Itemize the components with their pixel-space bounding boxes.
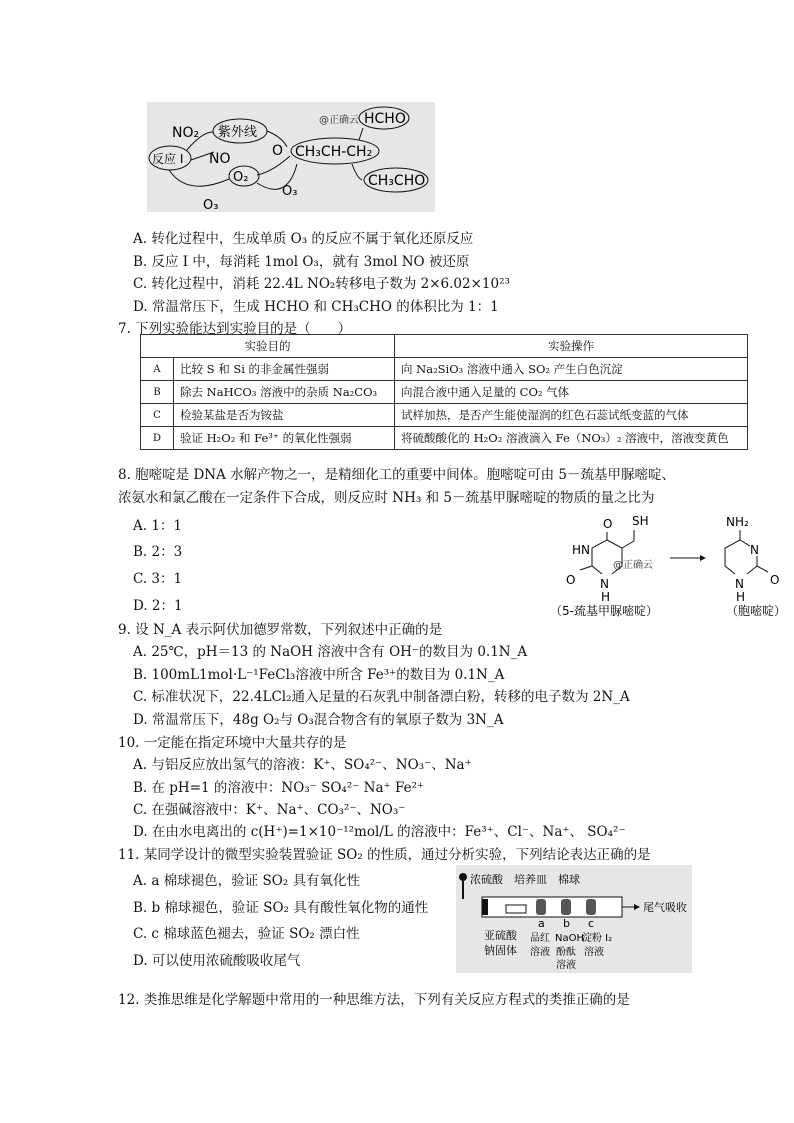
- cotton-ball-a: [536, 899, 546, 915]
- b-reagent-2: 酚酞: [556, 947, 576, 958]
- q6-option-d: D. 常温常压下，生成 HCHO 和 CH₃CHO 的体积比为 1：1: [133, 299, 499, 315]
- propene-label: CH₃CH-CH₂: [295, 144, 373, 160]
- q11-stem: 11. 某同学设计的微型实验装置验证 SO₂ 的性质，通过分析实验，下列结论表达正确的是: [118, 847, 651, 863]
- table-row: [141, 358, 748, 381]
- header-purpose: 实验目的: [141, 335, 395, 358]
- b-reagent-1: NaOH: [555, 933, 584, 944]
- sh-group: SH: [632, 514, 649, 528]
- left-o-top: O: [603, 517, 613, 531]
- tail-arrow-head: [634, 904, 640, 910]
- q8-option-d: D. 2：1: [133, 598, 183, 614]
- q11-option-c: C. c 棉球蓝色褪去，验证 SO₂ 漂白性: [133, 926, 360, 942]
- q7-stem: 7. 下列实验能达到实验目的是（ ）: [118, 321, 352, 337]
- ch3cho-label: CH₃CHO: [368, 173, 426, 189]
- q11-option-d: D. 可以使用浓硫酸吸收尾气: [133, 953, 301, 969]
- q8-stem-line2: 浓氨水和氯乙酸在一定条件下合成，则反应时 NH₃ 和 5－巯基甲脲嘧啶的物质的量之比为: [118, 490, 655, 506]
- left-n-bottom: N: [600, 577, 609, 591]
- solid-label-2: 钠固体: [484, 944, 517, 957]
- tail-label: 尾气吸收: [643, 901, 687, 914]
- q8-stem-line1: 8. 胞嘧啶是 DNA 水解产物之一，是精细化工的重要中间体。胞嘧啶可由 5－巯基甲脲嘧啶、: [118, 467, 676, 483]
- left-o-bottom: O: [566, 573, 576, 587]
- q8-option-b: B. 2：3: [133, 544, 183, 560]
- q10-option-b: B. 在 pH=1 的溶液中：NO₃⁻ SO₄²⁻ Na⁺ Fe²⁺: [133, 780, 425, 796]
- row-operation: 试样加热，是否产生能使湿润的红色石蕊试纸变蓝的气体: [395, 404, 748, 427]
- right-h-bottom: H: [736, 590, 746, 604]
- row-option: A: [141, 358, 174, 381]
- cotton-ball-c: [586, 899, 596, 915]
- dish-label: 培养皿: [514, 873, 547, 886]
- cotton-ball-b: [561, 899, 571, 915]
- right-n-bottom: N: [735, 577, 744, 591]
- so2-apparatus-figure: [456, 865, 692, 973]
- a-reagent-2: 溶液: [530, 947, 550, 958]
- header-operation: 实验操作: [395, 335, 748, 358]
- b-reagent-3: 溶液: [556, 960, 576, 971]
- pyrimidine-structures: [550, 508, 790, 620]
- label-left: （5-巯基甲脲嘧啶）: [550, 604, 658, 618]
- conc-acid-label: 浓硫酸: [470, 873, 503, 886]
- reaction1-label: 反应 I: [152, 152, 184, 166]
- c-reagent-1: 淀粉 I₂: [582, 933, 613, 944]
- o3-bottom-label: O₃: [203, 198, 219, 212]
- q10-stem: 10. 一定能在指定环境中大量共存的是: [118, 735, 347, 751]
- row-purpose: 比较 S 和 Si 的非金属性强弱: [174, 358, 395, 381]
- reaction-arrow-head: [700, 555, 706, 561]
- table-header-row: [141, 335, 748, 358]
- q10-option-d: D. 在由水电离出的 c(H⁺)=1×10⁻¹²mol/L 的溶液中：Fe³⁺、Cl⁻、Na⁺、 SO₄²⁻: [133, 824, 626, 840]
- right-o: O: [770, 573, 780, 587]
- tube-stopper: [482, 899, 488, 915]
- q11-option-a: A. a 棉球褪色，验证 SO₂ 具有氧化性: [133, 873, 360, 889]
- reaction-cycle-diagram: [147, 102, 435, 212]
- q10-option-a: A. 与铝反应放出氢气的溶液：K⁺、SO₄²⁻、NO₃⁻、Na⁺: [133, 757, 472, 773]
- q6-option-b: B. 反应 I 中，每消耗 1mol O₃，就有 3mol NO 被还原: [133, 254, 470, 270]
- right-ring-bonds: [725, 530, 768, 574]
- row-operation: 将硫酸酸化的 H₂O₂ 溶液滴入 Fe（NO₃）₂ 溶液中，溶液变黄色: [395, 427, 748, 450]
- pyrimidine-structures-diagram: [550, 508, 790, 620]
- row-purpose: 验证 H₂O₂ 和 Fe³⁺ 的氧化性强弱: [174, 427, 395, 450]
- q8-option-c: C. 3：1: [133, 571, 183, 587]
- q9-option-c: C. 标准状况下，22.4LCl₂通入足量的石灰乳中制备漂白粉，转移的电子数为 2N_A: [133, 689, 630, 705]
- watermark-fig2: @正确云: [613, 560, 653, 571]
- hn-group: HN: [572, 543, 590, 557]
- cotton-c-letter: c: [588, 917, 595, 930]
- uv-label: 紫外线: [218, 125, 258, 140]
- glass-tube: [482, 897, 622, 917]
- dropper-bulb: [459, 873, 467, 881]
- q9-option-b: B. 100mL1mol·L⁻¹FeCl₃溶液中所含 Fe³⁺的数目为 0.1N_A: [133, 667, 505, 683]
- table-row: [141, 427, 748, 450]
- no2-label: NO₂: [172, 125, 200, 141]
- q11-option-b: B. b 棉球褪色，验证 SO₂ 具有酸性氧化物的通性: [133, 900, 429, 916]
- arrow-r1-o2: [169, 170, 229, 186]
- q12-stem: 12. 类推思维是化学解题中常用的一种思维方法，下列有关反应方程式的类推正确的是: [118, 992, 630, 1008]
- q7-experiment-table: [140, 334, 748, 450]
- o-label: O: [272, 143, 284, 159]
- a-reagent-1: 品红: [530, 933, 550, 944]
- row-option: D: [141, 427, 174, 450]
- q9-option-d: D. 常温常压下，48g O₂与 O₃混合物含有的氧原子数为 3N_A: [133, 712, 504, 728]
- row-operation: 向混合液中通入足量的 CO₂ 气体: [395, 381, 748, 404]
- row-purpose: 检验某盐是否为铵盐: [174, 404, 395, 427]
- table-row: [141, 404, 748, 427]
- cotton-b-letter: b: [563, 917, 570, 930]
- arrow-propene-hcho: [359, 128, 363, 140]
- row-option: B: [141, 381, 174, 404]
- reaction-cycle-figure: [147, 102, 435, 212]
- left-h-bottom: H: [601, 590, 611, 604]
- solid-label-1: 亚硫酸: [484, 929, 517, 942]
- row-purpose: 除去 NaHCO₃ 溶液中的杂质 Na₂CO₃: [174, 381, 395, 404]
- q6-option-a: A. 转化过程中，生成单质 O₃ 的反应不属于氧化还原反应: [133, 231, 474, 247]
- table-row: [141, 381, 748, 404]
- q8-option-a: A. 1：1: [133, 518, 183, 534]
- arrow-propene-ch3cho: [352, 164, 362, 180]
- nh2-group: NH₂: [726, 515, 749, 529]
- c-reagent-2: 溶液: [584, 947, 604, 958]
- o2-label: O₂: [233, 170, 249, 185]
- q6-option-c: C. 转化过程中，消耗 22.4L NO₂转移电子数为 2×6.02×10²³: [133, 276, 510, 292]
- row-option: C: [141, 404, 174, 427]
- hcho-label: HCHO: [364, 111, 406, 127]
- watermark-fig1: @正确云: [319, 115, 359, 126]
- cotton-a-letter: a: [538, 917, 545, 930]
- q10-option-c: C. 在强碱溶液中：K⁺、Na⁺、CO₃²⁻、NO₃⁻: [133, 802, 406, 818]
- no-label: NO: [209, 151, 231, 167]
- row-operation: 向 Na₂SiO₃ 溶液中通入 SO₂ 产生白色沉淀: [395, 358, 748, 381]
- q9-option-a: A. 25℃，pH＝13 的 NaOH 溶液中含有 OH⁻的数目为 0.1N_A: [133, 644, 528, 660]
- so2-apparatus-diagram: [456, 865, 692, 973]
- right-n-top: N: [750, 543, 759, 557]
- label-right: （胞嘧啶）: [726, 604, 787, 618]
- cotton-label: 棉球: [558, 873, 580, 886]
- o3-mid-label: O₃: [282, 184, 298, 199]
- q9-stem: 9. 设 N_A 表示阿伏加德罗常数，下列叙述中正确的是: [118, 622, 443, 638]
